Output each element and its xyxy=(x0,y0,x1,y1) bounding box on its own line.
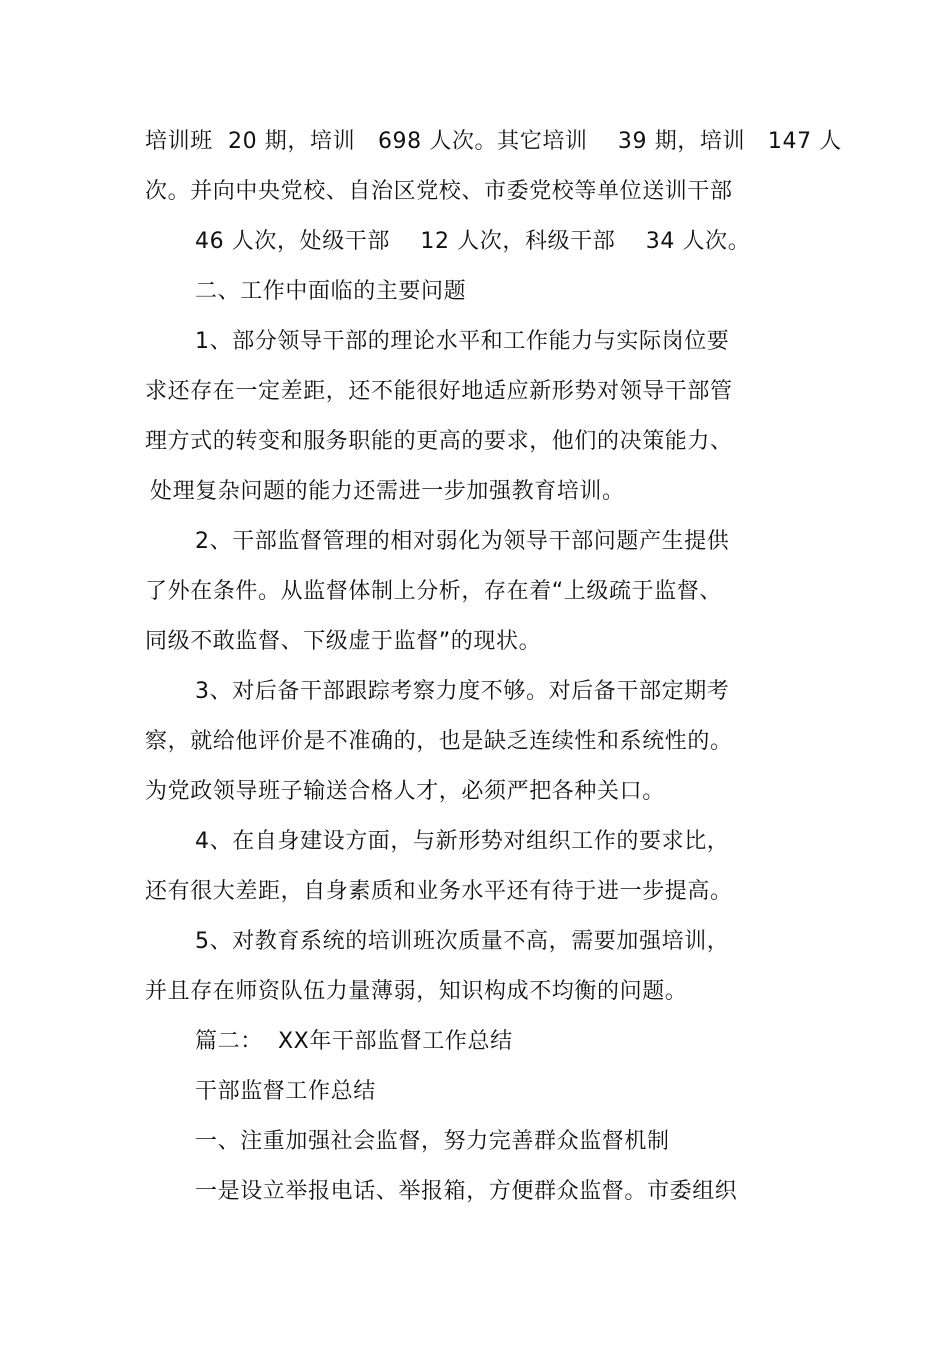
text-line: 一是设立举报电话、举报箱，方便群众监督。市委组织 xyxy=(195,1179,738,1204)
text-line: 1、部分领导干部的理论水平和工作能力与实际岗位要 xyxy=(195,329,730,354)
text-line: 5、对教育系统的培训班次质量不高，需要加强培训， xyxy=(195,929,730,954)
text-line: 培训班 20 期，培训 698 人次。其它培训 39 期，培训 147 人 xyxy=(145,129,842,154)
section-heading: 一、注重加强社会监督，努力完善群众监督机制 xyxy=(195,1129,670,1154)
text-line: 理方式的转变和服务职能的更高的要求，他们的决策能力、 xyxy=(145,429,733,454)
text-line: 并且存在师资队伍力量薄弱，知识构成不均衡的问题。 xyxy=(145,979,688,1004)
text-line: 处理复杂问题的能力还需进一步加强教育培训。 xyxy=(150,479,625,504)
text-line: 同级不敢监督、下级虚于监督”的现状。 xyxy=(145,629,542,654)
article-title: 篇二： XX年干部监督工作总结 xyxy=(195,1029,513,1054)
text-line: 还有很大差距，自身素质和业务水平还有待于进一步提高。 xyxy=(145,879,733,904)
section-title: 干部监督工作总结 xyxy=(195,1079,376,1104)
text-line: 4、在自身建设方面，与新形势对组织工作的要求比， xyxy=(195,829,730,854)
text-line: 了外在条件。从监督体制上分析，存在着“上级疏于监督、 xyxy=(145,579,722,604)
text-line: 次。并向中央党校、自治区党校、市委党校等单位送训干部 xyxy=(145,179,733,204)
text-line: 46 人次，处级干部 12 人次，科级干部 34 人次。 xyxy=(195,229,751,254)
text-line: 3、对后备干部跟踪考察力度不够。对后备干部定期考 xyxy=(195,679,730,704)
section-heading: 二、工作中面临的主要问题 xyxy=(195,279,467,304)
text-line: 察，就给他评价是不准确的，也是缺乏连续性和系统性的。 xyxy=(145,729,733,754)
text-line: 求还存在一定差距，还不能很好地适应新形势对领导干部管 xyxy=(145,379,733,404)
text-line: 为党政领导班子输送合格人才，必须严把各种关口。 xyxy=(145,779,665,804)
text-line: 2、干部监督管理的相对弱化为领导干部问题产生提供 xyxy=(195,529,730,554)
